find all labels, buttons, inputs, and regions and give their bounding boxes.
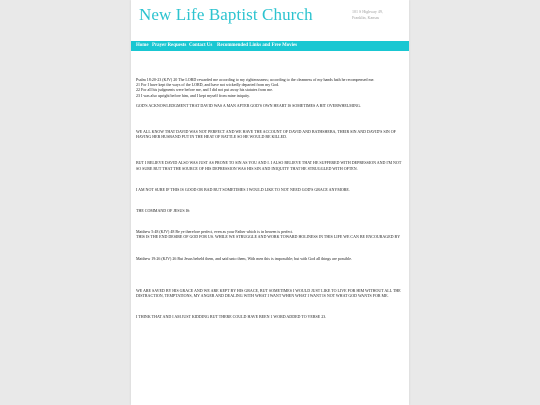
church-address <box>352 9 407 20</box>
paragraph-command: THE COMMAND OF JESUS IS: <box>136 208 191 214</box>
holiness-text: THIS IS THE END DESIRE OF GOD FOR US. WHILE WE STRUGGLE AND WORK TOWARD HOLINESS IN THIS LIFE WE CAN BE ENCOURAGED BY <box>136 234 401 240</box>
paragraph-verse-23: I THINK THAT AND I AM JUST KIDDING BUT THERE COULD HAVE BEEN 1 WORD ADDED TO VERSE 23. <box>136 314 327 320</box>
nav-home[interactable]: Home <box>136 42 149 48</box>
address-line-street: 101 S Highway 49, <box>352 9 383 14</box>
paragraph-david-bathsheba: WE ALL KNOW THAT DAVID WAS NOT PERFECT AND WE HAVE THE ACCOUNT OF DAVID AND BATHSHEBA, THEIR SIN AND DAVID'S SIN OF HAVING HER HUSBAND PUT IN THE HEAT OF BATTLE SO HE WOULD BE KILLED. <box>136 129 396 140</box>
paragraph-depression: BUT I BELIEVE DAVID ALSO WAS JUST AS PRONE TO SIN AS YOU AND I. I ALSO BELIEVE THAT HE SUFFERED WITH DEPRESSION AND I'M NOT SO SURE BUT THAT THE SOURCE OF HIS DEPRESSION WAS HIS SIN AND INIQUITY THAT HE STRUGGLED WITH OFTEN. <box>136 160 402 171</box>
scripture-matthew-5 <box>136 229 404 239</box>
nav-recommended-links[interactable]: Recommended Links and Free Movies <box>217 42 298 48</box>
site-title[interactable]: New Life Baptist Church <box>139 5 313 24</box>
nav-prayer-requests[interactable]: Prayer Requests <box>152 42 187 48</box>
article-content <box>136 77 404 319</box>
scripture-psalm <box>136 77 404 98</box>
site-header <box>131 0 409 40</box>
address-line-city: Franklin, Kansas <box>352 14 380 20</box>
paragraph-grace: I AM NOT SURE IF THIS IS GOOD OR BAD BUT SOMETIMES I WOULD LIKE TO NOT NEED GOD'S GRACE ANYMORE. <box>136 186 350 192</box>
nav-contact-us[interactable]: Contact Us <box>189 42 213 48</box>
matthew-5-48: Matthew 5:48 (KJV) 48 Be ye therefore perfect, even as your Father which is in heaven is perfect. <box>136 229 294 235</box>
paragraph-acknowledgment: GOD'S ACKNOWLEDGMENT THAT DAVID WAS A MAN AFTER GOD'S OWN HEART IS SOMETIMES A BIT OVERWHELMING. <box>136 102 361 108</box>
psalm-verse-22: 22 For all his judgments were before me, and I did not put away his statutes from me. <box>136 87 273 93</box>
psalm-verse-20: Psalm 18:20-23 (KJV) 20 The LORD rewarded me according to my righteousness; according to the cleanness of my hands hath he recompensed me. <box>136 77 375 82</box>
scripture-matthew-19: Matthew 19:26 (KJV) 26 But Jesus beheld them, and said unto them, With men this is impossible; but with God all things are possible. <box>136 255 352 261</box>
psalm-verse-23: 23 I was also upright before him, and I kept myself from mine iniquity. <box>136 92 250 98</box>
nav-bar <box>131 41 409 51</box>
page-container <box>131 0 409 405</box>
psalm-verse-21: 21 For I have kept the ways of the LORD, and have not wickedly departed from my God. <box>136 82 280 88</box>
paragraph-saved-by-grace: WE ARE SAVED BY HIS GRACE AND WE ARE KEPT BY HIS GRACE, BUT SOMETIMES I WOULD JUST LIKE TO LIVE FOR HIM WITHOUT ALL THE DISTRACTION, TEMPTATIONS, MY ANGER AND DEALING WITH WHAT I WANT WHEN WHAT I WANT IS NOT WHAT GOD WANTS FOR ME. <box>136 287 401 299</box>
